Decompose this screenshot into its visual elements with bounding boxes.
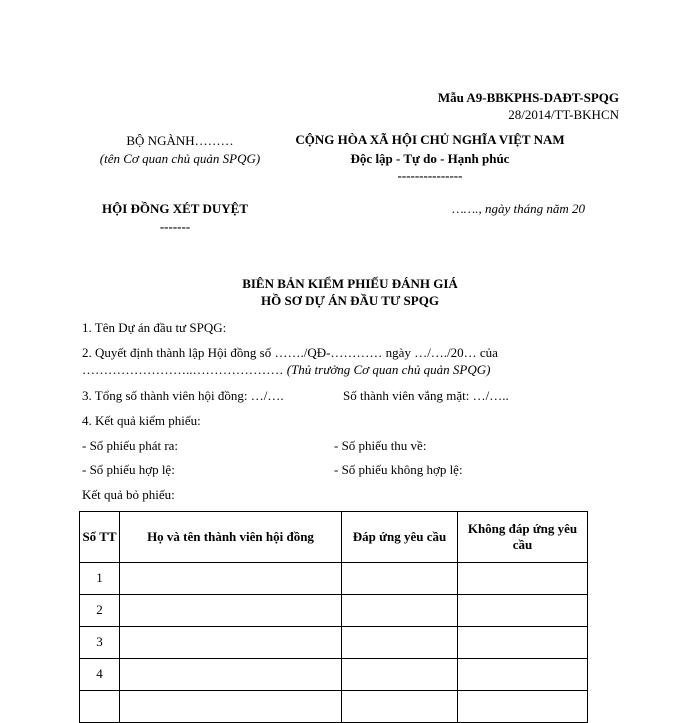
member-name-cell — [120, 595, 342, 627]
col-header-not-meets-requirements: Không đáp ứng yêu cầu — [458, 512, 588, 563]
form-code: Mẫu A9-BBKPHS-DAĐT-SPQG — [437, 90, 619, 105]
item-count-result: 4. Kết quả kiểm phiếu: — [82, 413, 201, 428]
ballots-invalid: - Số phiếu không hợp lệ: — [334, 462, 463, 477]
not-meets-cell — [458, 627, 588, 659]
row-index — [80, 691, 120, 723]
member-name-cell — [120, 563, 342, 595]
date-line: ……., ngày tháng năm 20 — [452, 201, 585, 216]
row-index: 2 — [80, 595, 120, 627]
document-title-line2: HỒ SƠ DỰ ÁN ĐẦU TƯ SPQG — [261, 293, 439, 308]
ballots-issued: - Số phiếu phát ra: — [82, 438, 179, 453]
ministry-note: (tên Cơ quan chủ quản SPQG) — [99, 151, 261, 166]
table-row — [80, 627, 588, 659]
meets-cell — [342, 691, 458, 723]
col-header-index: Số TT — [80, 512, 120, 563]
voting-result-label: Kết quả bỏ phiếu: — [82, 487, 175, 502]
nation-motto: Độc lập - Tự do - Hạnh phúc — [350, 151, 510, 166]
item-absent-members: Số thành viên vắng mặt: …/….. — [343, 388, 509, 403]
member-name-cell — [120, 627, 342, 659]
row-index: 1 — [80, 563, 120, 595]
table-row — [80, 563, 588, 595]
member-name-cell — [120, 691, 342, 723]
ballots-received: - Số phiếu thu về: — [334, 438, 427, 453]
form-reference: 28/2014/TT-BKHCN — [508, 107, 619, 122]
member-name-cell — [120, 659, 342, 691]
nation-divider: --------------- — [397, 168, 463, 183]
meets-cell — [342, 563, 458, 595]
not-meets-cell — [458, 659, 588, 691]
not-meets-cell — [458, 595, 588, 627]
col-header-member-name: Họ và tên thành viên hội đồng — [120, 512, 342, 563]
table-row — [80, 659, 588, 691]
meets-cell — [342, 627, 458, 659]
council-name: HỘI ĐỒNG XÉT DUYỆT — [101, 201, 249, 216]
table-header-row — [80, 512, 588, 563]
not-meets-cell — [458, 691, 588, 723]
row-index: 3 — [80, 627, 120, 659]
document-title-line1: BIÊN BẢN KIỂM PHIẾU ĐÁNH GIÁ — [242, 276, 458, 291]
row-index: 4 — [80, 659, 120, 691]
meets-cell — [342, 659, 458, 691]
ballots-valid: - Số phiếu hợp lệ: — [82, 462, 175, 477]
decision-dots: ……………………..………………… — [82, 362, 287, 377]
decision-note: (Thủ trưởng Cơ quan chủ quản SPQG) — [286, 362, 491, 377]
nation-title: CỘNG HÒA XÃ HỘI CHỦ NGHĨA VIỆT NAM — [295, 132, 565, 147]
council-divider: ------- — [159, 219, 191, 234]
voting-table — [79, 511, 588, 723]
item-project-name: 1. Tên Dự án đầu tư SPQG: — [82, 320, 227, 335]
table-row — [80, 691, 588, 723]
meets-cell — [342, 595, 458, 627]
ministry-name: BỘ NGÀNH……… — [126, 133, 234, 148]
item-decision-continued — [82, 362, 490, 378]
item-total-members: 3. Tổng số thành viên hội đồng: …/…. — [82, 388, 284, 403]
col-header-meets-requirements: Đáp ứng yêu cầu — [342, 512, 458, 563]
table-row — [80, 595, 588, 627]
not-meets-cell — [458, 563, 588, 595]
item-decision: 2. Quyết định thành lập Hội đồng số ……./QĐ-………… ngày …/…./20… của — [82, 345, 498, 360]
